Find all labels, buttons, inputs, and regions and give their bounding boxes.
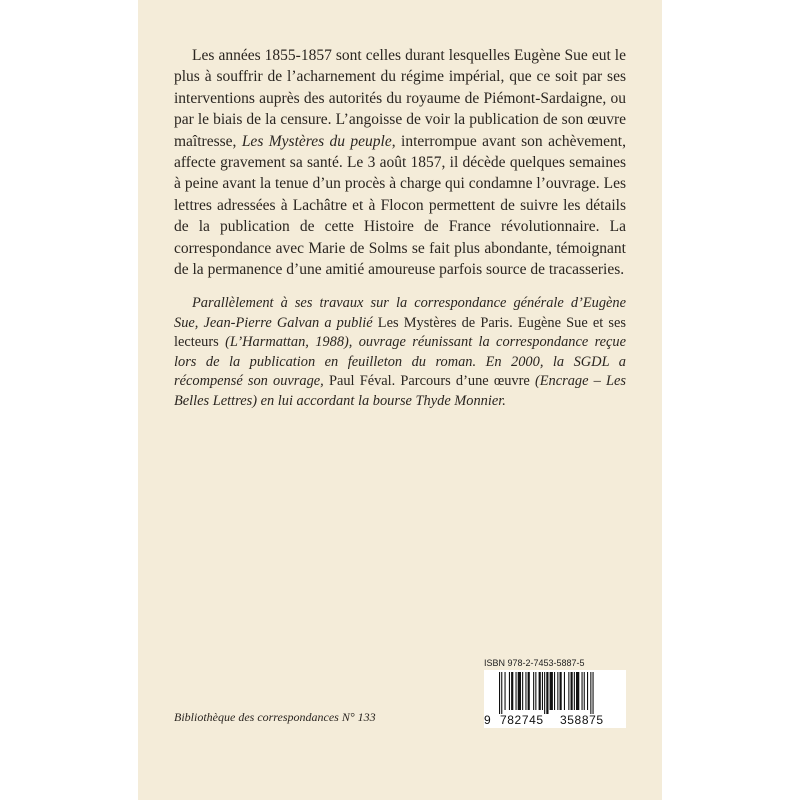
- barcode-bar: [568, 672, 569, 710]
- barcode-bar: [546, 672, 548, 714]
- barcode-bar: [533, 672, 534, 710]
- barcode-digits-right: 358875: [560, 713, 604, 727]
- barcode-bar: [518, 672, 521, 710]
- barcode-bar: [522, 672, 523, 710]
- barcode-bar: [590, 672, 591, 714]
- synopsis-text-part2: , interrompue avant son achèvement, affecte gravement sa santé. Le 3 août 1857, il décède quelques semaines à peine avant la tenue d’un procès à charge qui condamne l’ouvrage. Les lettres adressées à Lachâtre et à Flocon permettent de suivre les détails de la publication de cette Histoire de France révolutionnaire. La correspondance avec Marie de Solms se fait plus abondante, témoignant de la permanence d’une amitié amoureuse parfois source de tracasseries.: [174, 132, 626, 279]
- barcode-bar: [542, 672, 543, 710]
- barcode-bar: [560, 672, 562, 710]
- barcode: [484, 670, 626, 728]
- barcode-bar: [593, 672, 594, 714]
- barcode-bars: [489, 672, 621, 714]
- barcode-bar: [535, 672, 536, 710]
- barcode-bar: [505, 672, 506, 710]
- barcode-digit-first: 9: [484, 713, 492, 727]
- barcode-bar: [587, 672, 588, 710]
- author-bio-paragraph: [174, 294, 626, 412]
- author-bio-text-2: (L’Harmattan, 1988), ouvrage réunissant la correspondance reçue lors de la publication en feuilleton du roman. En 2000, la SGDL a récompensé son ouvrage,: [174, 334, 626, 390]
- barcode-bar: [544, 672, 545, 714]
- barcode-bar: [571, 672, 573, 710]
- barcode-bar: [516, 672, 517, 710]
- isbn-label: ISBN 978-2-7453-5887-5: [484, 658, 585, 668]
- synopsis-text-part1: Les années 1855-1857 sont celles durant lesquelles Eugène Sue eut le plus à souffrir de l’acharnement du régime impérial, que ce soit par ses interventions auprès des autorités du royaume de Piémont-Sardaigne, ou par le biais de la censure. L’angoisse de voir la publication de son œuvre maîtresse,: [174, 47, 626, 150]
- barcode-bar: [550, 672, 553, 710]
- barcode-bar: [564, 672, 565, 710]
- barcode-bar: [501, 672, 502, 714]
- barcode-bar: [539, 672, 541, 710]
- series-title: Bibliothèque des correspondances N° 133: [174, 710, 376, 724]
- author-bio-book-title-1: Les Mystères de Paris. Eugène Sue et ses lecteurs: [174, 314, 626, 351]
- barcode-bar: [499, 672, 500, 714]
- barcode-bar: [509, 672, 510, 710]
- barcode-bar: [528, 672, 530, 710]
- barcode-bar: [554, 672, 555, 710]
- barcode-bar: [525, 672, 526, 710]
- barcode-digits-left: 782745: [500, 713, 544, 727]
- barcode-bar: [576, 672, 579, 710]
- synopsis-paragraph: [174, 45, 626, 280]
- barcode-bar: [557, 672, 558, 710]
- barcode-bar: [511, 672, 513, 710]
- barcode-bar: [574, 672, 575, 710]
- barcode-bar: [584, 672, 585, 710]
- barcode-bar: [582, 672, 583, 710]
- barcode-digits: [484, 713, 626, 727]
- author-bio-book-title-2: Paul Féval. Parcours d’une œuvre: [328, 373, 530, 390]
- author-bio-text-3: (Encrage – Les Belles Lettres) en lui accordant la bourse Thyde Monnier.: [174, 373, 627, 409]
- synopsis-work-title: Les Mystères du peuple: [241, 132, 392, 150]
- author-bio-text-1: Parallèlement à ses travaux sur la correspondance générale d’Eugène Sue, Jean-Pierre Galvan a publié: [174, 295, 626, 331]
